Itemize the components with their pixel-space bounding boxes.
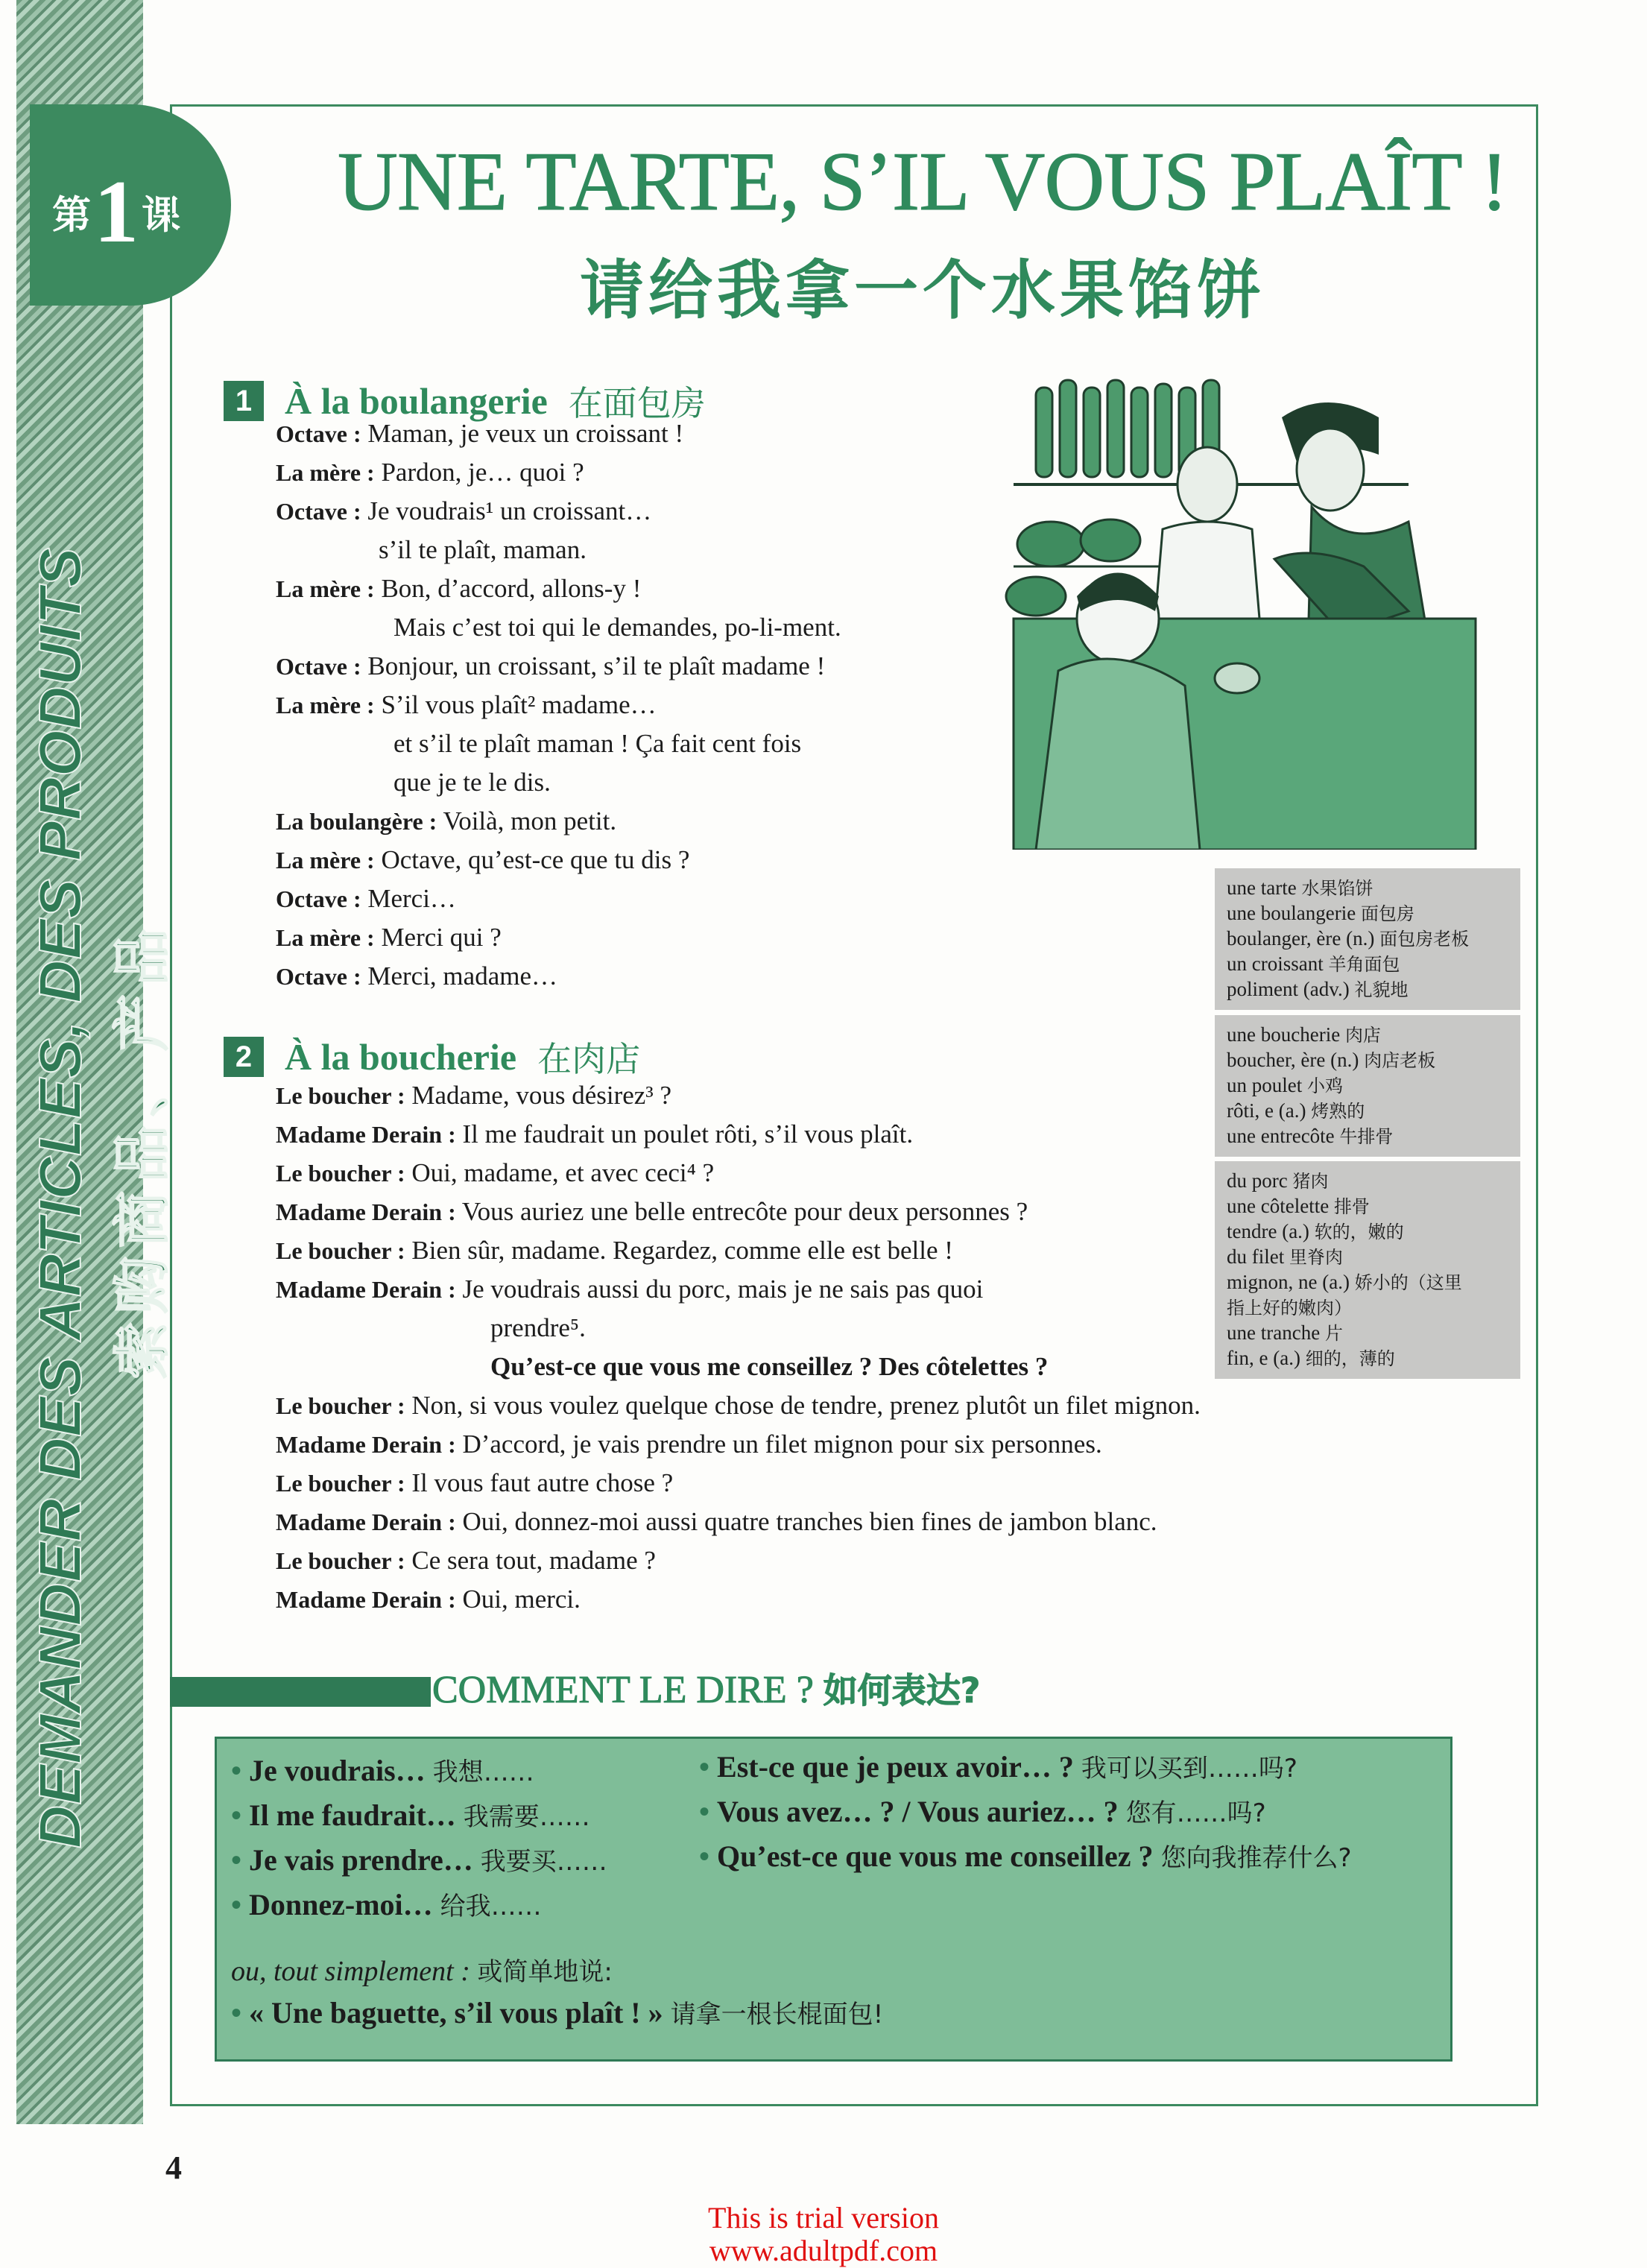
sidebar-title	[26, 60, 108, 1848]
dialog-line: Le boucher : Madame, vous désirez³ ?	[276, 1081, 672, 1110]
dialog-line: Octave : Bonjour, un croissant, s’il te plaît madame !	[276, 651, 826, 680]
vocab-box-1	[1215, 868, 1520, 1010]
dialog-line: Le boucher : Non, si vous voulez quelque chose de tendre, prenez plutôt un filet mignon.	[276, 1391, 1201, 1420]
dialog-line: La mère : Octave, qu’est-ce que tu dis ?	[276, 845, 690, 874]
watermark-line-2: www.adultpdf.com	[709, 2234, 938, 2267]
comment-phrase: • Est-ce que je peux avoir… ? 我可以买到……吗?	[699, 1750, 1297, 1784]
page-number: 4	[165, 2149, 182, 2186]
comment-phrase: • Vous avez… ? / Vous auriez… ? 您有……吗?	[699, 1795, 1266, 1828]
vocab-entry: du filet 里脊肉	[1227, 1245, 1343, 1268]
dialog-line: Madame Derain : Il me faudrait un poulet rôti, s’il vous plaît.	[276, 1119, 914, 1149]
dialog-line: Madame Derain : D’accord, je vais prendre un filet mignon pour six personnes.	[276, 1430, 1102, 1459]
dialog-line: La mère : Bon, d’accord, allons-y !	[276, 574, 642, 603]
page-subtitle: 请给我拿一个水果馅饼	[580, 253, 1265, 328]
comment-phrase: • Qu’est-ce que vous me conseillez ? 您向我推荐什么?	[699, 1839, 1352, 1873]
dialog-line: s’il te plaît, maman.	[379, 535, 587, 564]
lesson-label	[52, 160, 180, 263]
dialog-line: Le boucher : Il vous faut autre chose ?	[276, 1468, 674, 1497]
vocab-entry: une entrecôte 牛排骨	[1227, 1125, 1394, 1147]
dialog-line: Qu’est-ce que vous me conseillez ? Des côtelettes ?	[490, 1352, 1049, 1381]
section-2-title: À la boucherie	[285, 1036, 517, 1078]
comment-phrase: • Je voudrais… 我想……	[231, 1754, 534, 1787]
dialog-line: Octave : Merci…	[276, 884, 456, 913]
dialog-line: La mère : Merci qui ?	[276, 923, 502, 952]
dialog-line: Octave : Je voudrais¹ un croissant…	[276, 496, 652, 525]
vocab-entry: un poulet 小鸡	[1227, 1074, 1343, 1096]
dialog-line: Le boucher : Ce sera tout, madame ?	[276, 1546, 656, 1575]
dialog-line: La mère : S’il vous plaît² madame…	[276, 690, 657, 719]
vocab-entry: 指上好的嫩肉）	[1227, 1298, 1352, 1318]
vocab-entry: du porc 猪肉	[1227, 1169, 1329, 1192]
vocab-entry: tendre (a.) 软的，嫩的	[1227, 1220, 1404, 1242]
sidebar-title-fr: DEMANDER DES ARTICLES, DES PRODUITS	[27, 546, 93, 1848]
section-1-title: À la boulangerie	[285, 380, 548, 422]
page-title: UNE TARTE, S’IL VOUS PLAÎT !	[338, 136, 1508, 228]
comment-phrase: • Je vais prendre… 我要买……	[231, 1843, 607, 1877]
vocab-entry: une boulangerie 面包房	[1227, 902, 1414, 924]
vocab-entry: fin, e (a.) 细的，薄的	[1227, 1347, 1395, 1369]
vocab-entry: mignon, ne (a.) 娇小的（这里	[1227, 1271, 1462, 1293]
vocab-entry: poliment (adv.) 礼貌地	[1227, 978, 1409, 1000]
vocab-entry: un croissant 羊角面包	[1227, 953, 1400, 975]
sidebar-title-cn: 索购商品、产品	[109, 920, 175, 1379]
dialog-line: Le boucher : Bien sûr, madame. Regardez, comme elle est belle !	[276, 1236, 953, 1265]
watermark-line-1: This is trial version	[708, 2201, 939, 2234]
dialog-line: Octave : Maman, je veux un croissant !	[276, 419, 684, 448]
vocab-entry: rôti, e (a.) 烤熟的	[1227, 1099, 1365, 1122]
section-2-number: 2	[224, 1037, 264, 1077]
dialog-line: La mère : Pardon, je… quoi ?	[276, 458, 584, 487]
comment-bar	[170, 1677, 431, 1707]
vocab-entry: une tranche 片	[1227, 1321, 1343, 1344]
lesson-suffix: 课	[142, 193, 181, 239]
vocab-box-2	[1215, 1015, 1520, 1157]
dialog-line: et s’il te plaît maman ! Ça fait cent fois	[393, 729, 802, 758]
lesson-number: 1	[94, 162, 139, 261]
lesson-prefix: 第	[52, 193, 92, 239]
section-1-title-cn: 在面包房	[568, 383, 706, 423]
comment-simple-label: ou, tout simplement : 或简单地说:	[231, 1956, 613, 1987]
comment-phrase: • Donnez-moi… 给我……	[231, 1888, 542, 1921]
dialog-line: prendre⁵.	[490, 1313, 586, 1342]
dialog-line: Mais c’est toi qui le demandes, po-li-ment.	[393, 613, 841, 642]
dialog-line: Madame Derain : Vous auriez une belle entrecôte pour deux personnes ?	[276, 1197, 1028, 1226]
vocab-entry: une tarte 水果馅饼	[1227, 876, 1373, 899]
dialog-line: Octave : Merci, madame…	[276, 961, 557, 991]
dialog-line: que je te le dis.	[393, 768, 551, 797]
section-2-header	[224, 1032, 640, 1081]
comment-phrase: • Il me faudrait… 我需要……	[231, 1798, 590, 1832]
dialog-line: Madame Derain : Oui, donnez-moi aussi quatre tranches bien fines de jambon blanc.	[276, 1507, 1157, 1536]
dialog-line: La boulangère : Voilà, mon petit.	[276, 806, 617, 836]
vocab-entry: une boucherie 肉店	[1227, 1023, 1381, 1046]
dialog-line: Madame Derain : Oui, merci.	[276, 1585, 581, 1614]
dialog-line: Le boucher : Oui, madame, et avec ceci⁴ ?	[276, 1158, 715, 1187]
dialog-line: Madame Derain : Je voudrais aussi du porc, mais je ne sais pas quoi	[276, 1274, 984, 1304]
vocab-box-3	[1215, 1161, 1520, 1379]
vocab-entry: boulanger, ère (n.) 面包房老板	[1227, 927, 1470, 950]
vocab-entry: boucher, ère (n.) 肉店老板	[1227, 1049, 1436, 1071]
comment-title: COMMENT LE DIRE ? 如何表达?	[432, 1669, 981, 1711]
comment-example: • « Une baguette, s’il vous plaît ! » 请拿一根长棍面包!	[231, 1996, 884, 2029]
section-2-title-cn: 在肉店	[537, 1039, 641, 1079]
vocab-entry: une côtelette 排骨	[1227, 1195, 1370, 1217]
bakery-illustration	[991, 373, 1513, 850]
section-1-number: 1	[224, 381, 264, 421]
